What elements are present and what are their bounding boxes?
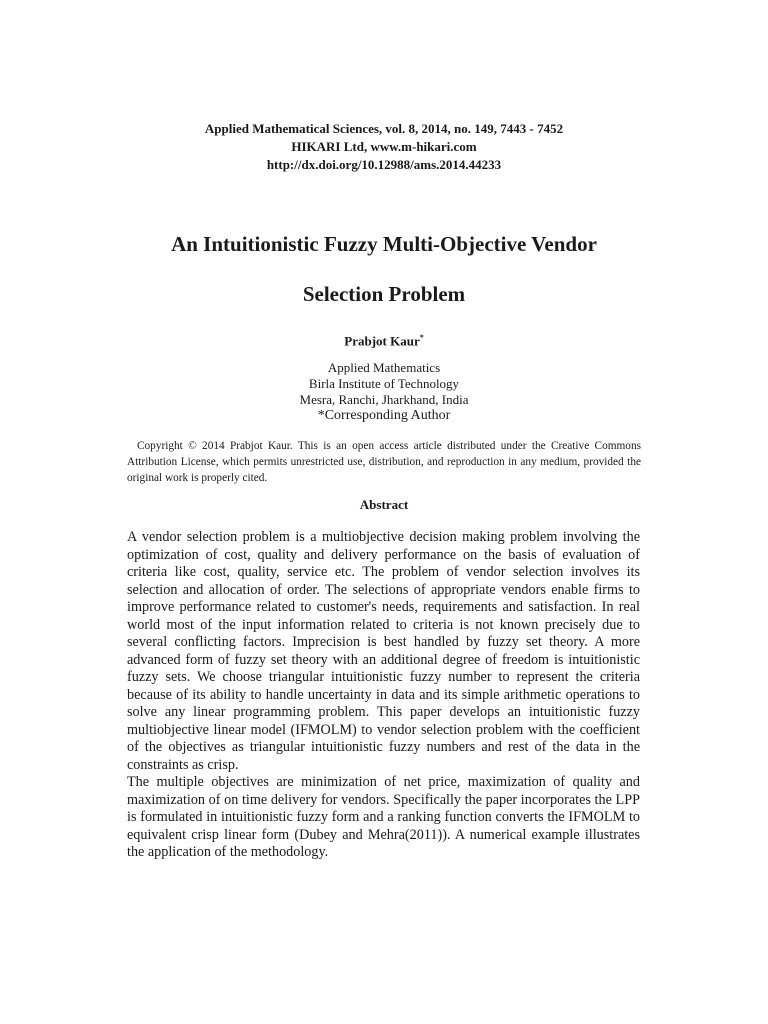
doi-link[interactable]: http://dx.doi.org/10.12988/ams.2014.44233: [266, 157, 502, 172]
author-block: [0, 333, 768, 349]
journal-citation: Applied Mathematical Sciences, vol. 8, 2014, no. 149, 7443 - 7452: [204, 121, 564, 136]
corresponding-author-note: *Corresponding Author: [317, 408, 451, 423]
abstract-body: [127, 529, 640, 862]
affiliation-institute: Birla Institute of Technology: [308, 376, 460, 391]
affiliation-location: Mesra, Ranchi, Jharkhand, India: [299, 392, 469, 407]
copyright-notice: Copyright © 2014 Prabjot Kaur. This is an open access article distributed under the Creative Commons Attribution License, which permits unrestricted use, distribution, and reproduction in any medium, provided the original work is properly cited.: [127, 440, 641, 484]
corresponding-marker: *: [419, 333, 424, 342]
publisher-line: HIKARI Ltd, www.m-hikari.com: [291, 139, 477, 154]
paper-title-line-2: Selection Problem: [302, 282, 466, 306]
journal-header: [0, 120, 768, 174]
author-name: Prabjot Kaur: [344, 333, 420, 349]
abstract-heading: Abstract: [359, 497, 409, 512]
abstract-paragraph-2: The multiple objectives are minimization of net price, maximization of quality and maximization of on time delivery for vendors. Specifically the paper incorporates the LPP is formulated in intuitionistic fuzzy form and a ranking function converts the IFMOLM to equivalent crisp linear form (Dubey and Mehra(2011)). A numerical example illustrates the application of the methodology.: [127, 774, 640, 860]
affiliation-block: [0, 360, 768, 424]
paper-title-line-1: An Intuitionistic Fuzzy Multi-Objective Vendor: [171, 232, 597, 256]
paper-title: [0, 219, 768, 319]
affiliation-department: Applied Mathematics: [327, 360, 441, 375]
abstract-paragraph-1: A vendor selection problem is a multiobjective decision making problem involving the optimization of cost, quality and delivery performance on the basis of evaluation of criteria like cost, quality, service etc. The problem of vendor selection involves its selection and allocation of order. The selections of appropriate vendors enable firms to improve performance related to customer's needs, requirements and satisfaction. In real world most of the input information related to criteria is not known precisely due to several conflicting factors. Imprecision is best handled by fuzzy set theory. A more advanced form of fuzzy set theory with an additional degree of freedom is intuitionistic fuzzy sets. We choose triangular intuitionistic fuzzy number to represent the criteria because of its ability to handle uncertainty in data and its simple arithmetic operations to solve any linear programming problem. This paper develops an intuitionistic fuzzy multiobjective linear model (IFMOLM) to vendor selection problem with the coefficient of the objectives as triangular intuitionistic fuzzy numbers and rest of the data in the constraints as crisp.: [127, 529, 640, 773]
